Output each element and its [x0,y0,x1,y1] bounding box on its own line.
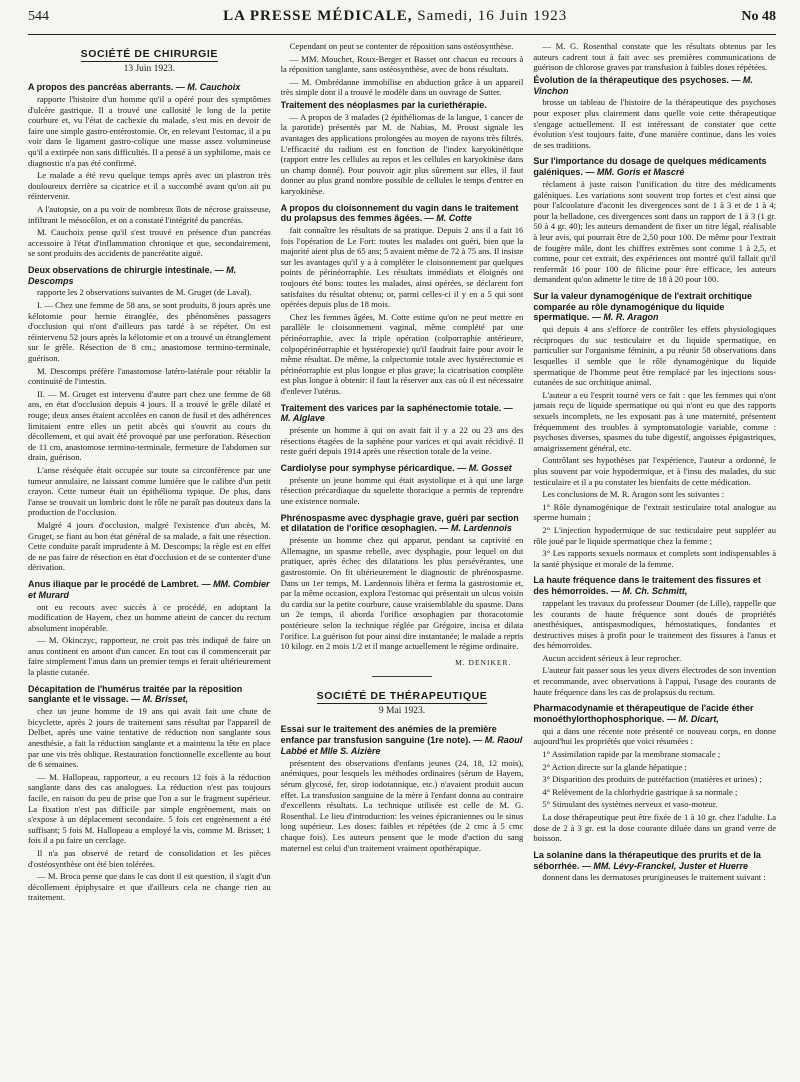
article [533,291,776,569]
article-author: — M. Cotte [424,213,472,224]
article [533,575,776,697]
article-title: Pharmacodynamie et thérapeutique de l'acide éther monoéthylorthophosphorique. [533,703,754,725]
page-number: 544 [28,9,49,24]
article-title: Deux observations de chirurgie intestinale. [28,264,213,275]
section-date: 13 Juin 1923. [123,63,176,74]
article-heading [533,703,776,725]
article-paragraph: Chez les femmes âgées, M. Cotte estime qu'on ne peut mettre en parallèle le cloisonnement vaginal, même complété par une périnéorraphie, avec la triple opération (colporraphie antérieure, colpopérinéorraphie et hystéropexie) qu'il faudrait faire pour avoir le même résultat. De même, la colpectomie totale avec hystérectomie et périnéorraphie est plus longue et plus grave; la cicatrisation complète est plus longue à obtenir: il faut la réserver aux cas où il est nécessaire d'enlever l'utérus. [280,311,524,397]
journal-title [223,8,567,25]
column-2 [281,41,524,1071]
article-title: Sur l'importance du dosage de quelques médicaments galéniques. [533,156,767,178]
article-paragraph: présente un homme à qui on avait fait il y a 22 ou 23 ans des résections étagées de la saphène pour varices et qui avait récidivé. Il reste guéri depuis 1914 après une résection totale de la veine. [280,425,524,457]
article [533,156,776,285]
article [28,265,271,573]
article-list [28,82,271,903]
signature: M. DENIKER. [455,657,512,667]
article [281,513,524,652]
issue-date: Samedi, 16 Juin 1923 [417,8,568,24]
article-heading [533,575,776,597]
article-title: Cardiolyse pour symphyse péricardique. [280,462,455,473]
article-heading [281,724,524,756]
article-heading [281,463,524,474]
article-author: — M. Alglave [280,402,513,424]
article-heading [28,265,271,287]
article-heading [533,156,776,178]
article-paragraph: Aucun accident sérieux à leur reprocher. [542,652,682,663]
article-paragraph: 4° Relèvement de la chlorhydrie gastrique à sa normale ; [542,786,738,797]
article-paragraph: fait connaître les résultats de sa pratique. Depuis 2 ans il a fait 16 fois l'opération de Le Fort: toutes les malades ont guéri, bien que la majorité aient plus de 65 ans; 5 avaient même de 72 à 75 ans. Il insiste sur les avantages qu'il y a à compléter le cloisonnement par quelques points de périnéorraphie. Les résultats immédiats et éloignés ont toujours été bons: toutes les malades, ainsi opérées, se déclarent fort satisfaites du résultat obtenu; or, parmi celles-ci il y en a 5 qui sont opérées depuis plus de 18 mois. [280,225,524,310]
article-title: La solanine dans la thérapeutique des prurits et de la séborrhée. [533,849,761,871]
article [533,850,776,883]
article-title: A propos des pancréas aberrants. [28,82,174,93]
article [28,579,271,678]
article-heading [281,403,524,425]
article-author: — MM. Combier et Murard [28,578,270,600]
article [28,684,271,903]
article-paragraph: — M. Broca pense que dans le cas dont il est question, il s'agit d'un décollement épiphysaire et que d'ailleurs cela ne change rien au traitement. [28,871,271,903]
article-paragraph: rapporte l'histoire d'un homme qu'il a opéré pour des symptômes d'ulcère gastrique. Il a trouvé une callosité le long de la petite courbure et, vu l'état de cachexie du malade, s'est mis en devoir de faire une simple gastro-entérostomie. Or, en relevant l'estomac, il a pu voir dans le ligament gastro-colique une masse assez volumineuse qu'il a extirpée non sans difficultés. Il a pensé à un syphilome, mais ce diagnostic n'a pas été confirmé. [28,93,271,168]
column-1 [28,41,271,1071]
article-paragraph: donnent dans les dermatoses prurigineuses le traitement suivant : [542,872,766,883]
columns [28,41,776,1071]
article-author: — M. Vinchon [533,74,753,96]
article-heading [281,100,524,111]
article-author: — M. Cauchoix [175,82,241,93]
article-paragraph: — A propos de 3 malades (2 épithéliomas de la langue, 1 cancer de la parotide) présentés par M. de Nabias, M. Proust signale les avantages des applications prolongées au moyen de rayons très filtrés. L'efficacité du radium est en fonction de l'index karyokinétique (rapport entre les cellules au repos et les cellules en karyokinèse dans un champ donné). Pour pouvoir agir plus sûrement sur elles, il faut donner au plus grand nombre possible de cellules le temps d'entrer en karyokinèse. [280,111,524,196]
article [281,403,524,457]
article-paragraph: 3° Les rapports sexuels normaux et complets sont indispensables à la santé physique et morale de la femme. [533,548,777,569]
article-paragraph: — M. Okinczyc, rapporteur, ne croit pas très indiqué de faire un anus continent en amont d'un cancer. En tout cas il commencerait par faire simplement l'anus dans un premier temps et ferait ultérieurement la plastie cutanée. [28,635,271,678]
journal-name: LA PRESSE MÉDICALE, [223,8,413,24]
lead-paragraph: — M. G. Rosenthal constate que les résultats obtenus par les auteurs cadrent tout à fait avec ses premières communications de guérison de chlorose graves par transfusion à faibles doses répétées. [533,41,777,73]
article-author: — M. Ch. Schmitt, [610,586,688,597]
article-heading [28,82,271,93]
article-heading [533,291,776,323]
article-heading [281,513,524,535]
lead-paragraph: — M. Ombrédanne immobilise en abduction grâce à un appareil très simple dont il a trouvé le modèle dans un ouvrage de Sutter. [280,76,524,98]
article-author: — M. Gosset [457,462,512,473]
article-paragraph: I. — Chez une femme de 58 ans, se sont produits, 8 jours après une kélotomie pour hernie étranglée, des phénomènes passagers d'occlusion qui n'ont d'ailleurs pas tardé à se répéter. On est réintervenu 52 jours après la kélotomie et on a trouvé un étranglement sur le grêle. Résection de 8 cm.; anastomose termino-terminale, guérison. [28,300,271,364]
article-paragraph: ont eu recours avec succès à ce procédé, en adoptant la modification de Hayem, chez un homme atteint de cancer du rectum absolument inopérable. [28,601,271,633]
article-paragraph: L'anse réséquée était occupée sur toute sa circonférence par une tumeur annulaire, ne laissant comme lumière que le calibre d'un petit crayon. Cette tumeur était un épithélioma typique. De plus, dans l'anse se trouvait un lombric dont le rôle ne paraît pas douteux dans la production de l'occlusion. [28,464,271,518]
lead-paragraph: Cependant on peut se contenter de réposition sans ostéosynthèse. [289,41,514,51]
article-paragraph: L'auteur fait passer sous les yeux divers électrodes de son invention et recommande, avec observations à l'appui, l'usage des courants de haute fréquence dans les cas de prolapsus du rectum. [533,665,777,697]
article-paragraph: M. Cauchoix pense qu'il s'est trouvé en présence d'un pancréas accessoire à l'état d'inflammation chronique et que, secondairement, se sont produits des accidents de pancréatite aiguë. [28,227,271,259]
article-paragraph: 2° Action directe sur la glande hépatique ; [542,761,687,772]
article-author: — MM. Goris et Mascré [585,167,685,178]
article-title: Traitement des néoplasmes par la curiethérapie. [280,99,487,110]
article-paragraph: 1° Assimilation rapide par la membrane stomacale ; [542,749,721,760]
article [281,100,524,197]
article-list [533,75,776,883]
article-paragraph: Il n'a pas observé de retard de consolidation et les pièces d'ostéosynthèse ont été bien tolérées. [28,847,271,869]
article-author: — M. R. Aragon [591,312,659,323]
column-lead [281,41,524,98]
section-date: 9 Mai 1923. [378,705,426,716]
article [281,203,524,397]
article-paragraph: qui a dans une récente note présenté ce nouveau corps, en donne aujourd'hui les propriétés que voici résumées : [533,725,777,747]
article-paragraph: qui depuis 4 ans s'efforce de contrôler les effets physiologiques réciproques du suc testiculaire et du liquide spermatique, en particulier sur l'organisme féminin, a pu réunir 58 observations dans lesquelles il semble que le rôle dynamogénique du liquide spermatique de l'homme peut être remplacé par les injections sous-cutanées de suc orchitique animal. [533,324,777,388]
article-title: Décapitation de l'humérus traitée par la réposition sanglante et le vissage. [28,683,243,705]
article-author: — MM. Lévy-Franckel, Juster et Huerre [581,860,748,871]
article-heading [281,203,524,225]
article-heading [533,850,776,872]
article-title: A propos du cloisonnement du vagin dans le traitement du prolapsus des femmes âgées. [280,202,519,224]
article-title: Sur la valeur dynamogénique de l'extrait orchitique comparée au rôle dynamogénique du liquide spermatique. [533,290,753,323]
article-paragraph: 5° Stimulant des systèmes nerveux et vaso-moteur. [542,799,718,810]
article [28,82,271,259]
article-paragraph: Malgré 4 jours d'occlusion, malgré l'existence d'un abcès, M. Gruget, se fiant au bon état général de sa malade, a fait une résection. Cette conduite paraît imprudente à M. Descomps; la règle est en effet de ne pas faire de résection en état d'occlusion et de se contenter d'une dérivation. [28,519,271,573]
article-list [281,100,524,652]
article-paragraph: rapporte les 2 observations suivantes de M. Gruget (de Laval). [37,287,252,298]
issue-number: No 48 [741,9,776,24]
article-paragraph: 1° Rôle dynamogénique de l'extrait testiculaire total analogue au sperme humain ; [533,501,777,523]
section-title: SOCIÉTÉ DE THÉRAPEUTIQUE [316,690,488,703]
article-paragraph: présente un homme chez qui apparut, pendant sa captivité en Allemagne, un spasme rebelle, avec dysphagie, pour lequel on dut pratiquer, après échec des dilatations les plus persévérantes, une gastrostomie. On fit ultérieurement le diagnostic de phrénospasme. Dans un 1er temps, M. Lardennois libéra et ferma la gastrostomie et, par la même occasion, explora l'estomac qui présentait un ulcus voisin du cardia sur la petite courbure, cause vraisemblable du spasme. Dans un 2e temps, il aborda l'orifice œsophagien par thoracotomie postérieure selon la technique réglée par Grégoire, incisa et dilata l'orifice. La guérison fut pour ainsi dire instantanée; le malade a repris 10 kilogr. en 2 mois 1/2 et il mange actuellement le régime ordinaire. [280,535,524,652]
article-paragraph: L'auteur a eu l'esprit tourné vers ce fait : que les femmes qui n'ont jamais reçu de liquide spermatique ou qui n'ont eu que des rapports sexuels incomplets, ne les exposant pas à une maternité, présentent fréquemment des troubles à symptomatologie variable, comme : psychoses diverses, spasmes du tube digestif, angoisses épigastriques, amaigrissement général, etc. [533,389,777,453]
article [533,75,776,151]
article-title: Phrénospasme avec dysphagie grave, guéri par section et dilatation de l'orifice œsophagien. [280,512,519,534]
article [281,724,524,853]
article-title: La haute fréquence dans le traitement des fissures et des hémorroïdes. [533,575,761,597]
article-paragraph: — M. Hallopeau, rapporteur, a eu recours 12 fois à la réduction sanglante dans des cas analogues. La réduction n'est pas toujours facile, en raison du peu de prise que l'on a sur le fragment supérieur. La fixation n'est pas difficile par simple engrènement, mais on s'expose à un déplacement secondaire. 5 fois cet engrènement a été suffisant; 5 fois M. Hallopeau a employé la vis, comme M. Brisset; 1 fois il a pu faire un cerclage. [28,771,271,846]
article-paragraph: 2° L'injection hypodermique de suc testiculaire peut suppléer au rôle joué par le liquide spermatique chez la femme ; [533,524,777,546]
article-paragraph: M. Descomps préfère l'anastomose latéro-latérale pour rétablir la continuité de l'intestin. [28,365,271,387]
article [533,703,776,844]
article-author: — M. Raoul Labbé et Mlle S. Aizière [280,735,523,757]
article-paragraph: rappelant les travaux du professeur Doumer (de Lille), rappelle que les courants de haute fréquence sont doués de propriétés anesthésiques, antispasmodiques, hémostatiques, fondantes et destructives mises à profit pour le traitement des fissures à l'anus et des hémorroïdes. [533,597,777,651]
article-title: Anus iliaque par le procédé de Lambret. [28,578,200,589]
article-paragraph: chez un jeune homme de 19 ans qui avait fait une chute de bicyclette, après 2 jours de traitement sans résultat par l'appareil de Delbet, après une vaine tentative de réduction non sanglante sous anesthésie, a fait la réduction sanglante et a maintenu la tête en place par une vis très oblique. Restauration fonctionnelle excellente au bout de 6 semaines. [28,706,271,770]
article-paragraph: présentent des observations d'enfants jeunes (24, 18, 12 mois), anémiques, pour lesquels les méthodes ordinaires (sérum de Hayem, sérum glycosé, fer, sirop iodotannique, etc.) n'avaient produit aucun effet. La transfusion sanguine de la mère à l'enfant donna au contraire d'excellents résultats. La technique utilisée est celle de M. G. Rosenthal. Le lieu d'introduction: les veines épicraniennes ou le sinus long supérieur. Les doses: faibles et répétées (de 2 cmc à 5 cmc chaque fois). Les auteurs pensent que le mode d'action du sang maternel est celui d'un traitement vraiment opothérapique. [280,757,524,853]
column-3 [533,41,776,1071]
article-paragraph: La dose thérapeutique peut être fixée de 1 à 10 gr. chez l'adulte. La dose de 2 à 3 gr. est la dose courante diluée dans un grand verre de boisson. [533,812,777,844]
masthead [28,8,776,35]
article-title: Traitement des varices par la saphénectomie totale. [280,402,502,413]
article-paragraph: Le malade a été revu quelque temps après avec un plastron très douloureux derrière sa cicatrice et il a succombé avant qu'on ait pu réintervenir. [28,170,271,202]
article-list [281,724,524,853]
article-title: Évolution de la thérapeutique des psychoses. [533,74,729,85]
article-paragraph: A l'autopsie, on a pu voir de nombreux îlots de nécrose graisseuse, infiltrant le mésocôlon, et on a constaté l'intégrité du pancréas. [28,203,271,225]
article-paragraph: Contrôlant ses hypothèses par l'expérience, l'auteur a ordonné, le plus souvent par voie hypodermique, et à l'insu des malades, du suc testiculaire et il a pu constater les bienfaits de cette médication. [533,455,777,487]
section-title: SOCIÉTÉ DE CHIRURGIE [80,48,219,60]
divider [372,676,432,677]
lead-paragraph: — MM. Mouchet, Roux-Berger et Basset ont chacun eu recours à la réposition sanglante, sans ostéosynthèse, avec de bons résultats. [280,53,524,75]
article-author: — M. Brisset, [131,694,189,705]
article-author: — M. Lardennois [439,523,512,534]
article-paragraph: 3° Disparition des produits de putréfaction (matières et urines) ; [542,774,762,785]
article-paragraph: brosse un tableau de l'histoire de la thérapeutique des psychoses pour exposer plus clairement dans quelle voie cette thérapeutique s'engage actuellement. Il est intéressant de constater que cette évolution s'est toujours faite, d'une manière continue, dans les voies de ses traditions. [533,97,777,150]
article-title: Essai sur le traitement des anémies de la première enfance par transfusion sanguine (1re note). [280,724,497,746]
article-paragraph: présente un jeune homme qui était asystolique et à qui une large résection précardiaque du squelette thoracique a permis de reprendre une existence normale. [280,474,524,506]
article-paragraph: Les conclusions de M. R. Aragon sont les suivantes : [542,489,724,500]
article-heading [28,684,271,706]
article-author: — M. Dicart, [666,714,719,725]
article-paragraph: réclament à juste raison l'unification du titre des médicaments galéniques. Les variations sont souvent trop fortes et c'est ainsi que pour l'alcoolature d'aconit les divergences sont de 1 à 3 et de 1 à 4; pour la belladone, ces divergences sont dans un rapport de 1 à 3 (1 gr. 50 à 4 gr. 40); les auteurs demandent de fixer un titre légal, réalisable à leur avis, qui pourrait être de 2,50 pour 100. De même pour l'extrait de fougère mâle, dont les chiffres extrêmes sont comme 1 à 2,5, et comme, pour cet extrait, des expériences ont montré qu'il fallait qu'il renfermât 16 pour 100 de filicine pour être efficace, les auteurs demandent qu'on admette le titre de 18 à 20 pour 100. [533,178,777,285]
column-lead [533,41,776,73]
article-author: — M. Descomps [28,264,237,286]
article-heading [533,75,776,97]
article-heading [28,579,271,601]
article-paragraph: II. — M. Gruget est intervenu d'autre part chez une femme de 68 ans, en état d'occlusion depuis 4 jours. Il a trouvé le grêle dilaté et rouge; deux anses étaient accolées en canon de fusil et des adhérences limitaient entre elles un petit abcès qui s'ouvrit au cours du décollement, et qui avait été provoqué par une perforation. Résection de 11 cm, anastomose termino-terminale, fermeture de l'abdomen sur drain, guérison. [28,388,271,463]
article [281,463,524,507]
